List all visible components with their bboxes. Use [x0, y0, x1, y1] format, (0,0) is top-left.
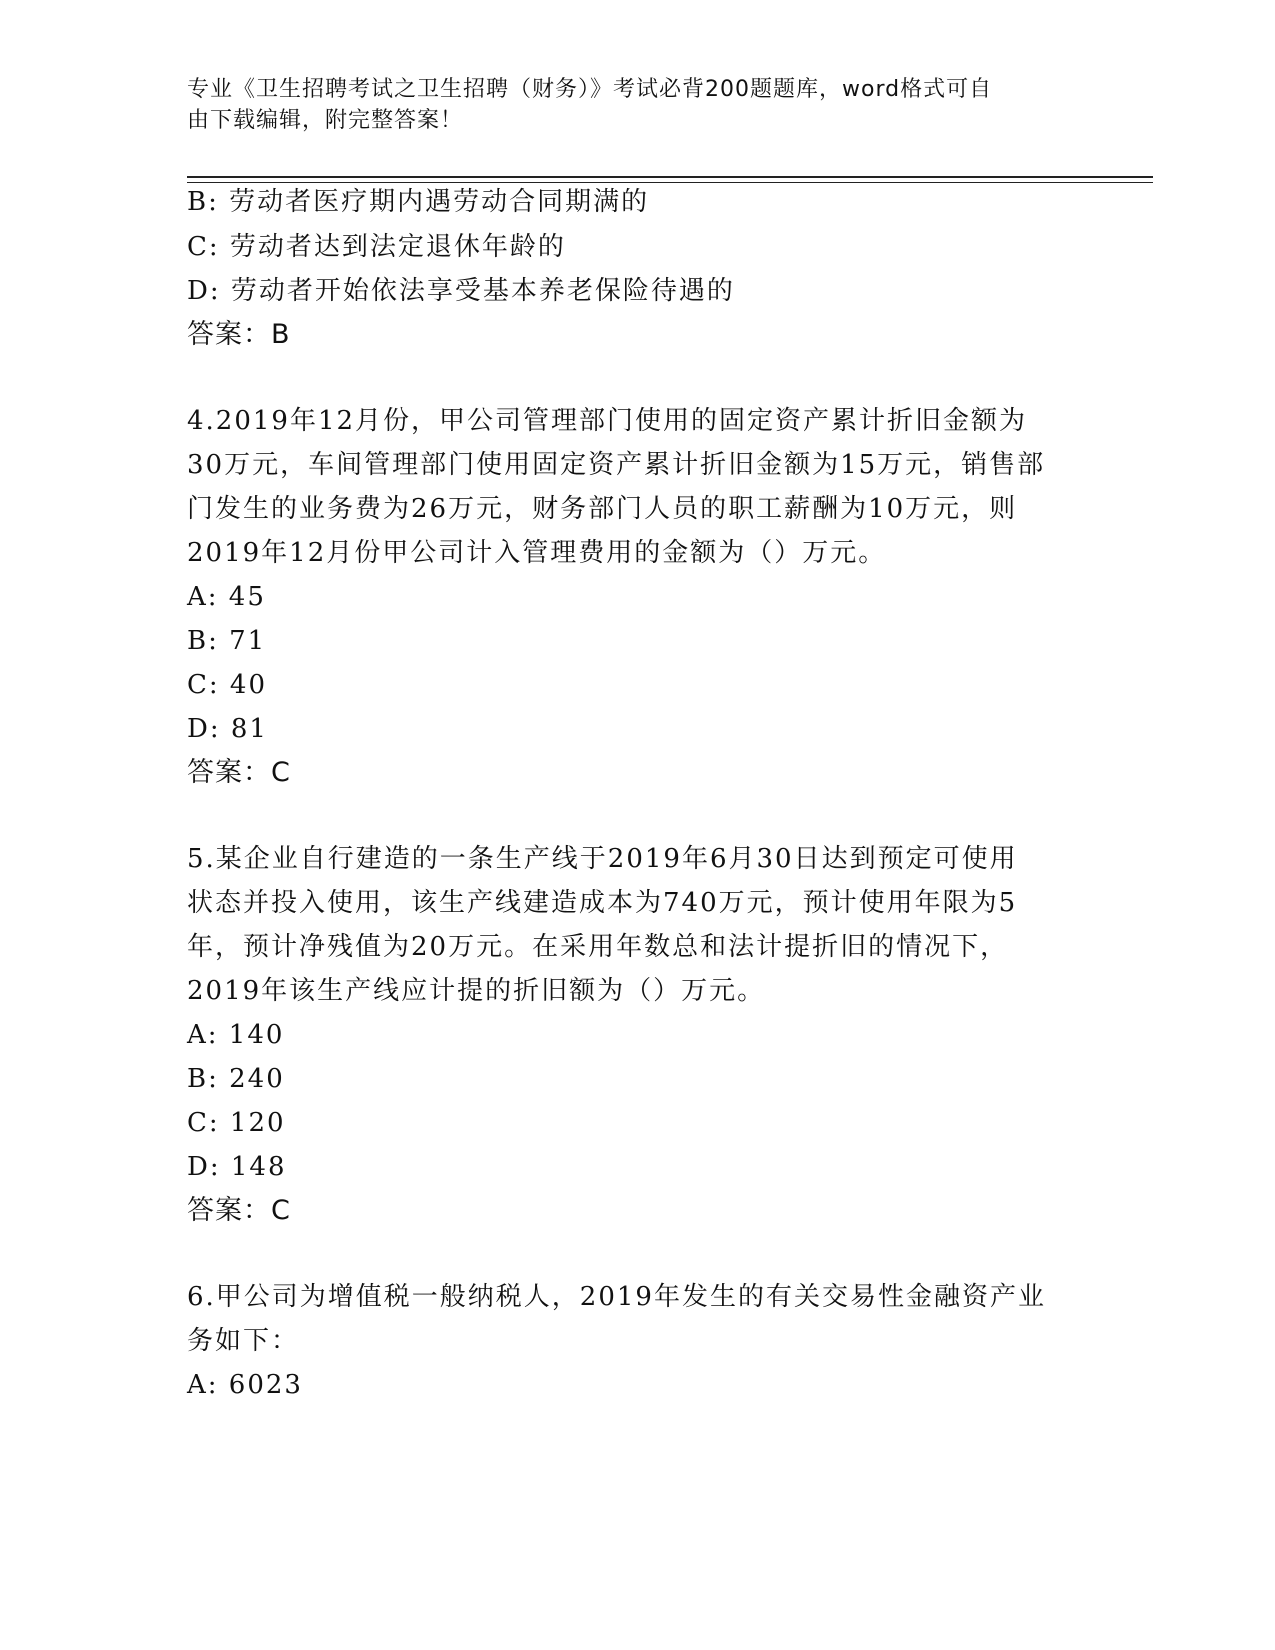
q6-stem-line-1: 6.甲公司为增值税一般纳税人，2019年发生的有关交易性金融资产业 [187, 1282, 1046, 1312]
q4-option-b: B: 71 [187, 626, 267, 656]
q3-option-d: D: 劳动者开始依法享受基本养老保险待遇的 [187, 276, 735, 306]
q5-option-d: D: 148 [187, 1152, 287, 1182]
q4-option-d: D: 81 [187, 714, 268, 744]
q5-option-b: B: 240 [187, 1064, 285, 1094]
header-rule-thin [187, 182, 1153, 183]
document-header [187, 74, 1067, 136]
q5-stem-line-3: 年，预计净残值为20万元。在采用年数总和法计提折旧的情况下， [187, 932, 1009, 962]
q6-option-a: A: 6023 [187, 1370, 303, 1400]
q5-stem-line-1: 5.某企业自行建造的一条生产线于2019年6月30日达到预定可使用 [187, 844, 1018, 874]
q5-answer: 答案：C [187, 1195, 291, 1226]
header-line-2: 由下载编辑，附完整答案！ [187, 108, 464, 133]
q4-answer: 答案：C [187, 757, 291, 788]
q5-option-a: A: 140 [187, 1020, 285, 1050]
q6-stem-line-2: 务如下： [187, 1326, 300, 1356]
q5-stem-line-4: 2019年该生产线应计提的折旧额为（）万元。 [187, 976, 766, 1006]
q4-option-c: C: 40 [187, 670, 268, 700]
q4-stem-line-1: 4.2019年12月份，甲公司管理部门使用的固定资产累计折旧金额为 [187, 406, 1028, 436]
q3-option-b: B: 劳动者医疗期内遇劳动合同期满的 [187, 187, 650, 217]
header-rule-thick [187, 176, 1153, 178]
q4-stem-line-4: 2019年12月份甲公司计入管理费用的金额为（）万元。 [187, 538, 887, 568]
q4-option-a: A: 45 [187, 582, 266, 612]
q5-option-c: C: 120 [187, 1108, 286, 1138]
q3-answer: 答案：B [187, 319, 291, 350]
q3-option-c: C: 劳动者达到法定退休年龄的 [187, 232, 566, 262]
q4-stem-line-2: 30万元，车间管理部门使用固定资产累计折旧金额为15万元，销售部 [187, 450, 1046, 480]
q4-stem-line-3: 门发生的业务费为26万元，财务部门人员的职工薪酬为10万元，则 [187, 494, 1018, 524]
q5-stem-line-2: 状态并投入使用，该生产线建造成本为740万元，预计使用年限为5 [187, 888, 1018, 918]
header-line-1: 专业《卫生招聘考试之卫生招聘（财务）》考试必背200题题库，word格式可自 [187, 77, 993, 102]
